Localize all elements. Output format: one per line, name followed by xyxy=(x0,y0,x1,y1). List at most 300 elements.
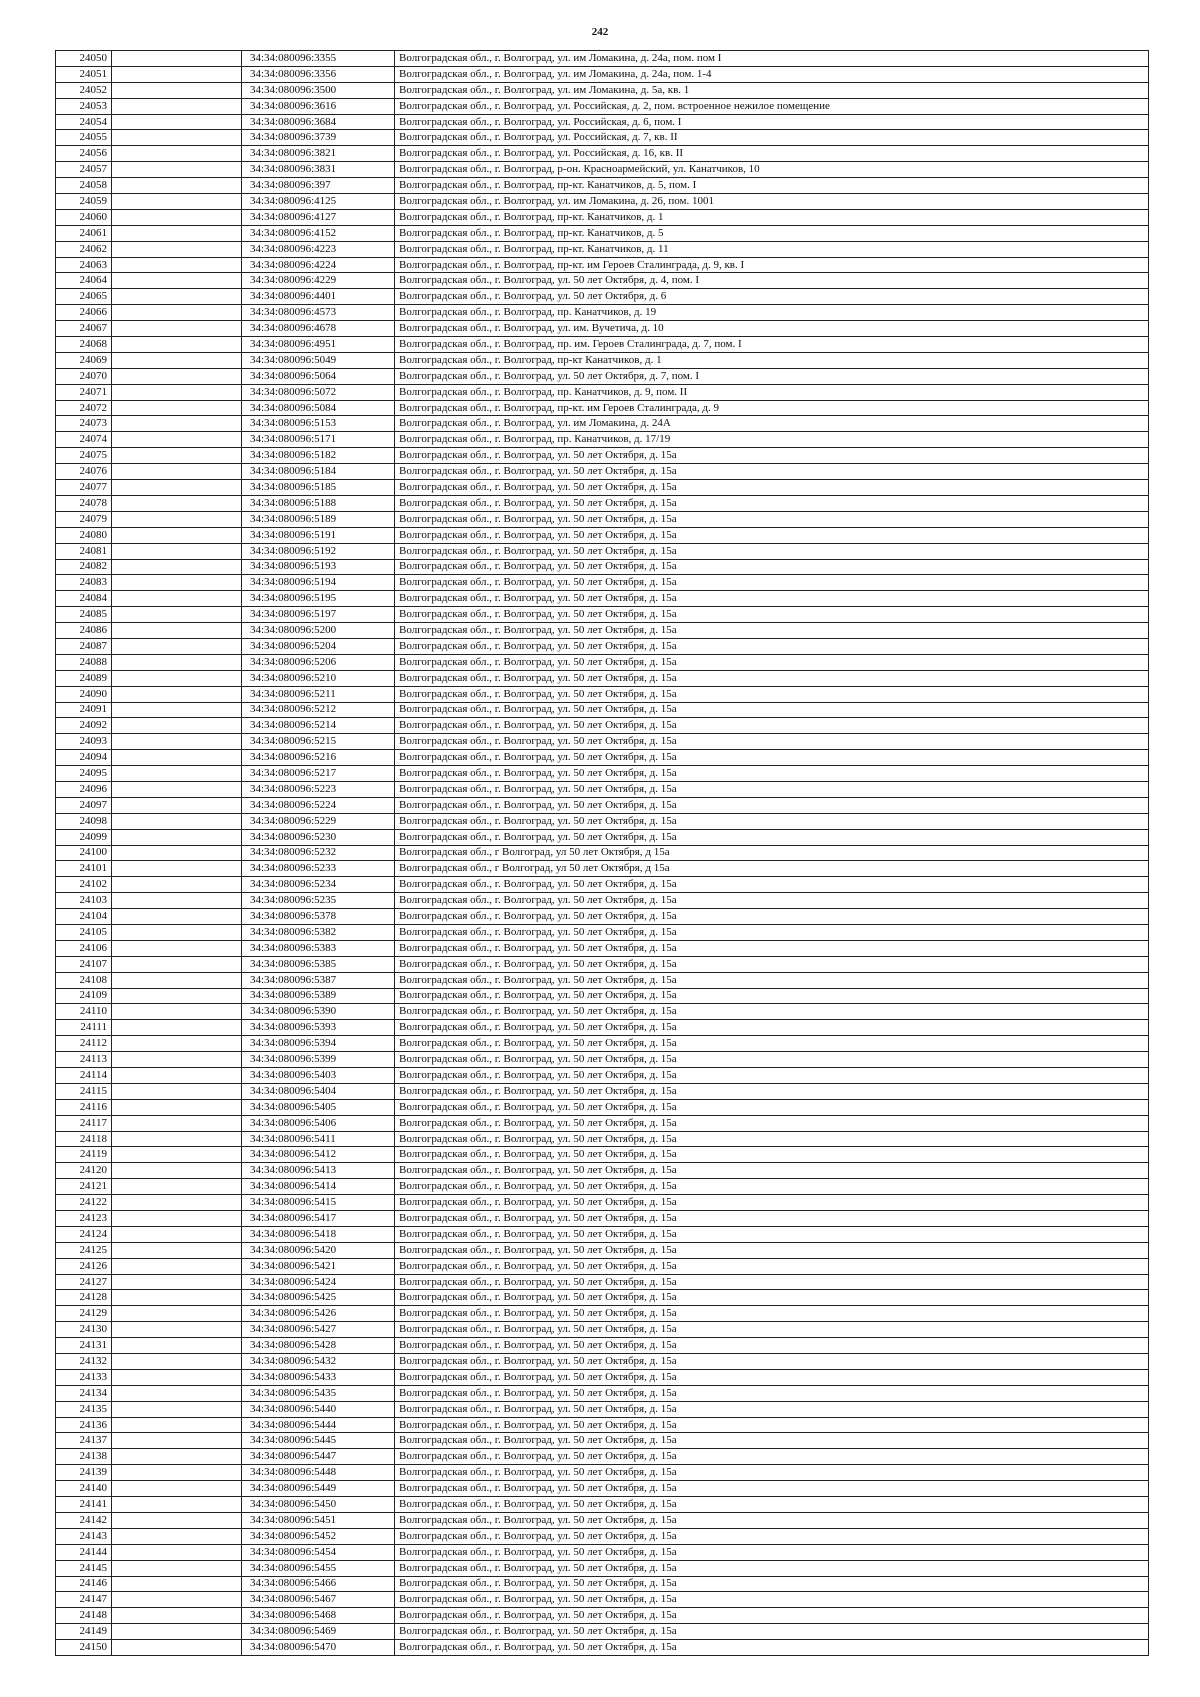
cadastral-number-cell: 34:34:080096:5189 xyxy=(242,511,395,527)
cadastral-number-cell: 34:34:080096:5229 xyxy=(242,813,395,829)
empty-cell xyxy=(112,893,242,909)
table-row xyxy=(56,893,1149,909)
address-cell: Волгоградская обл., г. Волгоград, ул. 50 лет Октября, д. 15а xyxy=(395,511,1149,527)
empty-cell xyxy=(112,607,242,623)
empty-cell xyxy=(112,1258,242,1274)
table-row xyxy=(56,51,1149,67)
cadastral-number-cell: 34:34:080096:5450 xyxy=(242,1497,395,1513)
address-cell: Волгоградская обл., г. Волгоград, ул. 50 лет Октября, д. 15а xyxy=(395,829,1149,845)
address-cell: Волгоградская обл., г. Волгоград, пр-кт. Канатчиков, д. 5 xyxy=(395,225,1149,241)
empty-cell xyxy=(112,225,242,241)
address-cell: Волгоградская обл., г. Волгоград, ул. 50 лет Октября, д. 15а xyxy=(395,1274,1149,1290)
empty-cell xyxy=(112,1592,242,1608)
address-cell: Волгоградская обл., г. Волгоград, ул. 50 лет Октября, д. 15а xyxy=(395,543,1149,559)
address-cell: Волгоградская обл., г. Волгоград, ул. 50 лет Октября, д. 15а xyxy=(395,909,1149,925)
row-number-cell: 24127 xyxy=(56,1274,112,1290)
table-row xyxy=(56,781,1149,797)
empty-cell xyxy=(112,66,242,82)
address-cell: Волгоградская обл., г. Волгоград, ул. 50 лет Октября, д. 15а xyxy=(395,670,1149,686)
address-cell: Волгоградская обл., г. Волгоград, ул. 50 лет Октября, д. 15а xyxy=(395,654,1149,670)
table-row xyxy=(56,1608,1149,1624)
row-number-cell: 24072 xyxy=(56,400,112,416)
table-row xyxy=(56,1417,1149,1433)
row-number-cell: 24139 xyxy=(56,1465,112,1481)
table-row xyxy=(56,797,1149,813)
table-row xyxy=(56,766,1149,782)
row-number-cell: 24069 xyxy=(56,352,112,368)
address-cell: Волгоградская обл., г. Волгоград, ул. 50 лет Октября, д. 15а xyxy=(395,797,1149,813)
row-number-cell: 24128 xyxy=(56,1290,112,1306)
row-number-cell: 24092 xyxy=(56,718,112,734)
cadastral-number-cell: 34:34:080096:5414 xyxy=(242,1179,395,1195)
address-cell: Волгоградская обл., г. Волгоград, ул. 50 лет Октября, д. 15а xyxy=(395,1242,1149,1258)
row-number-cell: 24051 xyxy=(56,66,112,82)
table-row xyxy=(56,241,1149,257)
table-row xyxy=(56,1512,1149,1528)
row-number-cell: 24055 xyxy=(56,130,112,146)
cadastral-number-cell: 34:34:080096:5193 xyxy=(242,559,395,575)
empty-cell xyxy=(112,1290,242,1306)
cadastral-number-cell: 34:34:080096:4224 xyxy=(242,257,395,273)
empty-cell xyxy=(112,623,242,639)
empty-cell xyxy=(112,1481,242,1497)
row-number-cell: 24071 xyxy=(56,384,112,400)
cadastral-number-cell: 34:34:080096:3356 xyxy=(242,66,395,82)
cadastral-number-cell: 34:34:080096:5204 xyxy=(242,638,395,654)
empty-cell xyxy=(112,1052,242,1068)
empty-cell xyxy=(112,845,242,861)
row-number-cell: 24116 xyxy=(56,1099,112,1115)
row-number-cell: 24050 xyxy=(56,51,112,67)
empty-cell xyxy=(112,766,242,782)
table-row xyxy=(56,591,1149,607)
empty-cell xyxy=(112,718,242,734)
address-cell: Волгоградская обл., г. Волгоград, ул. Российская, д. 7, кв. II xyxy=(395,130,1149,146)
table-row xyxy=(56,924,1149,940)
row-number-cell: 24098 xyxy=(56,813,112,829)
empty-cell xyxy=(112,734,242,750)
address-cell: Волгоградская обл., г. Волгоград, ул. 50 лет Октября, д. 4, пом. I xyxy=(395,273,1149,289)
registry-table-body xyxy=(56,51,1149,1656)
table-row xyxy=(56,480,1149,496)
row-number-cell: 24070 xyxy=(56,368,112,384)
cadastral-number-cell: 34:34:080096:5224 xyxy=(242,797,395,813)
table-row xyxy=(56,1083,1149,1099)
row-number-cell: 24136 xyxy=(56,1417,112,1433)
empty-cell xyxy=(112,400,242,416)
table-row xyxy=(56,1226,1149,1242)
row-number-cell: 24096 xyxy=(56,781,112,797)
empty-cell xyxy=(112,1036,242,1052)
address-cell: Волгоградская обл., г. Волгоград, ул. 50 лет Октября, д. 15а xyxy=(395,924,1149,940)
table-row xyxy=(56,1401,1149,1417)
address-cell: Волгоградская обл., г. Волгоград, ул. 50 лет Октября, д. 15а xyxy=(395,877,1149,893)
address-cell: Волгоградская обл., г. Волгоград, пр-кт. Канатчиков, д. 1 xyxy=(395,209,1149,225)
row-number-cell: 24100 xyxy=(56,845,112,861)
address-cell: Волгоградская обл., г. Волгоград, пр-кт Канатчиков, д. 1 xyxy=(395,352,1149,368)
table-row xyxy=(56,194,1149,210)
table-row xyxy=(56,1640,1149,1656)
address-cell: Волгоградская обл., г. Волгоград, ул. им Ломакина, д. 5а, кв. 1 xyxy=(395,82,1149,98)
table-row xyxy=(56,162,1149,178)
address-cell: Волгоградская обл., г. Волгоград, ул. 50 лет Октября, д. 15а xyxy=(395,1179,1149,1195)
cadastral-number-cell: 34:34:080096:4125 xyxy=(242,194,395,210)
table-row xyxy=(56,98,1149,114)
empty-cell xyxy=(112,368,242,384)
address-cell: Волгоградская обл., г. Волгоград, ул. 50 лет Октября, д. 15а xyxy=(395,1576,1149,1592)
cadastral-number-cell: 34:34:080096:5188 xyxy=(242,495,395,511)
row-number-cell: 24075 xyxy=(56,448,112,464)
empty-cell xyxy=(112,146,242,162)
cadastral-number-cell: 34:34:080096:5403 xyxy=(242,1068,395,1084)
empty-cell xyxy=(112,305,242,321)
table-row xyxy=(56,1068,1149,1084)
table-row xyxy=(56,861,1149,877)
cadastral-number-cell: 34:34:080096:5233 xyxy=(242,861,395,877)
cadastral-number-cell: 34:34:080096:5387 xyxy=(242,972,395,988)
empty-cell xyxy=(112,702,242,718)
address-cell: Волгоградская обл., г. Волгоград, ул. 50 лет Октября, д. 15а xyxy=(395,1624,1149,1640)
address-cell: Волгоградская обл., г. Волгоград, ул. 50 лет Октября, д. 15а xyxy=(395,972,1149,988)
row-number-cell: 24130 xyxy=(56,1322,112,1338)
cadastral-number-cell: 34:34:080096:5451 xyxy=(242,1512,395,1528)
row-number-cell: 24121 xyxy=(56,1179,112,1195)
empty-cell xyxy=(112,575,242,591)
empty-cell xyxy=(112,829,242,845)
row-number-cell: 24081 xyxy=(56,543,112,559)
address-cell: Волгоградская обл., г. Волгоград, ул. 50 лет Октября, д. 6 xyxy=(395,289,1149,305)
row-number-cell: 24143 xyxy=(56,1528,112,1544)
table-row xyxy=(56,1099,1149,1115)
cadastral-number-cell: 34:34:080096:5230 xyxy=(242,829,395,845)
row-number-cell: 24131 xyxy=(56,1338,112,1354)
address-cell: Волгоградская обл., г. Волгоград, ул. 50 лет Октября, д. 15а xyxy=(395,766,1149,782)
empty-cell xyxy=(112,1115,242,1131)
empty-cell xyxy=(112,194,242,210)
table-row xyxy=(56,940,1149,956)
empty-cell xyxy=(112,289,242,305)
empty-cell xyxy=(112,416,242,432)
row-number-cell: 24073 xyxy=(56,416,112,432)
table-row xyxy=(56,1481,1149,1497)
address-cell: Волгоградская обл., г. Волгоград, ул. 50 лет Октября, д. 15а xyxy=(395,1322,1149,1338)
address-cell: Волгоградская обл., г. Волгоград, ул. 50 лет Октября, д. 15а xyxy=(395,1449,1149,1465)
table-row xyxy=(56,1020,1149,1036)
row-number-cell: 24150 xyxy=(56,1640,112,1656)
row-number-cell: 24129 xyxy=(56,1306,112,1322)
cadastral-number-cell: 34:34:080096:5184 xyxy=(242,464,395,480)
empty-cell xyxy=(112,1369,242,1385)
empty-cell xyxy=(112,162,242,178)
empty-cell xyxy=(112,1608,242,1624)
table-row xyxy=(56,368,1149,384)
table-row xyxy=(56,527,1149,543)
address-cell: Волгоградская обл., г. Волгоград, ул. 50 лет Октября, д. 15а xyxy=(395,448,1149,464)
address-cell: Волгоградская обл., г. Волгоград, ул. 50 лет Октября, д. 15а xyxy=(395,1036,1149,1052)
table-row xyxy=(56,877,1149,893)
table-row xyxy=(56,972,1149,988)
cadastral-number-cell: 34:34:080096:5383 xyxy=(242,940,395,956)
table-row xyxy=(56,575,1149,591)
table-row xyxy=(56,1528,1149,1544)
address-cell: Волгоградская обл., г. Волгоград, ул. 50 лет Октября, д. 15а xyxy=(395,1465,1149,1481)
cadastral-number-cell: 34:34:080096:3684 xyxy=(242,114,395,130)
row-number-cell: 24140 xyxy=(56,1481,112,1497)
empty-cell xyxy=(112,1099,242,1115)
empty-cell xyxy=(112,1083,242,1099)
address-cell: Волгоградская обл., г. Волгоград, ул. Российская, д. 2, пом. встроенное нежилое помещение xyxy=(395,98,1149,114)
address-cell: Волгоградская обл., г. Волгоград, ул. 50 лет Октября, д. 15а xyxy=(395,559,1149,575)
cadastral-number-cell: 34:34:080096:3616 xyxy=(242,98,395,114)
address-cell: Волгоградская обл., г. Волгоград, ул. 50 лет Октября, д. 15а xyxy=(395,591,1149,607)
table-row xyxy=(56,1195,1149,1211)
empty-cell xyxy=(112,1226,242,1242)
row-number-cell: 24078 xyxy=(56,495,112,511)
cadastral-number-cell: 34:34:080096:5467 xyxy=(242,1592,395,1608)
table-row xyxy=(56,1274,1149,1290)
row-number-cell: 24056 xyxy=(56,146,112,162)
address-cell: Волгоградская обл., г. Волгоград, ул. 50 лет Октября, д. 15а xyxy=(395,575,1149,591)
row-number-cell: 24093 xyxy=(56,734,112,750)
cadastral-number-cell: 34:34:080096:5192 xyxy=(242,543,395,559)
cadastral-number-cell: 34:34:080096:5469 xyxy=(242,1624,395,1640)
row-number-cell: 24064 xyxy=(56,273,112,289)
cadastral-number-cell: 34:34:080096:5411 xyxy=(242,1131,395,1147)
table-row xyxy=(56,1369,1149,1385)
cadastral-number-cell: 34:34:080096:5206 xyxy=(242,654,395,670)
empty-cell xyxy=(112,781,242,797)
empty-cell xyxy=(112,750,242,766)
empty-cell xyxy=(112,591,242,607)
cadastral-number-cell: 34:34:080096:5378 xyxy=(242,909,395,925)
empty-cell xyxy=(112,527,242,543)
row-number-cell: 24126 xyxy=(56,1258,112,1274)
table-row xyxy=(56,352,1149,368)
row-number-cell: 24060 xyxy=(56,209,112,225)
address-cell: Волгоградская обл., г. Волгоград, ул. 50 лет Октября, д. 15а xyxy=(395,1338,1149,1354)
row-number-cell: 24133 xyxy=(56,1369,112,1385)
table-row xyxy=(56,638,1149,654)
cadastral-number-cell: 34:34:080096:5432 xyxy=(242,1354,395,1370)
cadastral-number-cell: 34:34:080096:5200 xyxy=(242,623,395,639)
empty-cell xyxy=(112,797,242,813)
cadastral-number-cell: 34:34:080096:5444 xyxy=(242,1417,395,1433)
row-number-cell: 24108 xyxy=(56,972,112,988)
row-number-cell: 24094 xyxy=(56,750,112,766)
empty-cell xyxy=(112,940,242,956)
table-row xyxy=(56,1338,1149,1354)
row-number-cell: 24087 xyxy=(56,638,112,654)
cadastral-number-cell: 34:34:080096:5440 xyxy=(242,1401,395,1417)
table-row xyxy=(56,448,1149,464)
row-number-cell: 24089 xyxy=(56,670,112,686)
address-cell: Волгоградская обл., г. Волгоград, пр. Канатчиков, д. 19 xyxy=(395,305,1149,321)
table-row xyxy=(56,464,1149,480)
address-cell: Волгоградская обл., г. Волгоград, ул. 50 лет Октября, д. 15а xyxy=(395,1369,1149,1385)
address-cell: Волгоградская обл., г. Волгоград, ул. 50 лет Октября, д. 15а xyxy=(395,686,1149,702)
address-cell: Волгоградская обл., г. Волгоград, ул. им Ломакина, д. 24а, пом. пом I xyxy=(395,51,1149,67)
address-cell: Волгоградская обл., г. Волгоград, ул. 50 лет Октября, д. 15а xyxy=(395,1020,1149,1036)
row-number-cell: 24088 xyxy=(56,654,112,670)
row-number-cell: 24074 xyxy=(56,432,112,448)
empty-cell xyxy=(112,130,242,146)
empty-cell xyxy=(112,924,242,940)
address-cell: Волгоградская обл., г Волгоград, ул 50 лет Октября, д 15а xyxy=(395,845,1149,861)
table-row xyxy=(56,1449,1149,1465)
row-number-cell: 24102 xyxy=(56,877,112,893)
cadastral-number-cell: 34:34:080096:5455 xyxy=(242,1560,395,1576)
address-cell: Волгоградская обл., г. Волгоград, ул. 50 лет Октября, д. 15а xyxy=(395,1004,1149,1020)
address-cell: Волгоградская обл., г. Волгоград, ул. 50 лет Октября, д. 15а xyxy=(395,813,1149,829)
table-row xyxy=(56,1624,1149,1640)
cadastral-number-cell: 34:34:080096:3821 xyxy=(242,146,395,162)
row-number-cell: 24106 xyxy=(56,940,112,956)
cadastral-number-cell: 34:34:080096:5424 xyxy=(242,1274,395,1290)
table-row xyxy=(56,909,1149,925)
empty-cell xyxy=(112,972,242,988)
table-row xyxy=(56,1497,1149,1513)
row-number-cell: 24114 xyxy=(56,1068,112,1084)
address-cell: Волгоградская обл., г. Волгоград, ул. 50 лет Октября, д. 15а xyxy=(395,1640,1149,1656)
row-number-cell: 24068 xyxy=(56,337,112,353)
cadastral-number-cell: 34:34:080096:4223 xyxy=(242,241,395,257)
row-number-cell: 24079 xyxy=(56,511,112,527)
address-cell: Волгоградская обл., г. Волгоград, ул. 50 лет Октября, д. 15а xyxy=(395,480,1149,496)
row-number-cell: 24091 xyxy=(56,702,112,718)
cadastral-number-cell: 34:34:080096:5171 xyxy=(242,432,395,448)
empty-cell xyxy=(112,1544,242,1560)
row-number-cell: 24132 xyxy=(56,1354,112,1370)
cadastral-number-cell: 34:34:080096:4951 xyxy=(242,337,395,353)
row-number-cell: 24110 xyxy=(56,1004,112,1020)
row-number-cell: 24076 xyxy=(56,464,112,480)
row-number-cell: 24105 xyxy=(56,924,112,940)
cadastral-number-cell: 34:34:080096:5234 xyxy=(242,877,395,893)
address-cell: Волгоградская обл., г. Волгоград, ул. 50 лет Октября, д. 15а xyxy=(395,1608,1149,1624)
row-number-cell: 24065 xyxy=(56,289,112,305)
cadastral-number-cell: 34:34:080096:5428 xyxy=(242,1338,395,1354)
empty-cell xyxy=(112,909,242,925)
table-row xyxy=(56,1433,1149,1449)
cadastral-number-cell: 34:34:080096:5417 xyxy=(242,1211,395,1227)
row-number-cell: 24135 xyxy=(56,1401,112,1417)
cadastral-number-cell: 34:34:080096:397 xyxy=(242,178,395,194)
table-row xyxy=(56,607,1149,623)
address-cell: Волгоградская обл., г. Волгоград, ул. 50 лет Октября, д. 15а xyxy=(395,1481,1149,1497)
empty-cell xyxy=(112,1179,242,1195)
table-row xyxy=(56,559,1149,575)
cadastral-number-cell: 34:34:080096:5406 xyxy=(242,1115,395,1131)
row-number-cell: 24077 xyxy=(56,480,112,496)
empty-cell xyxy=(112,1401,242,1417)
cadastral-number-cell: 34:34:080096:5217 xyxy=(242,766,395,782)
table-row xyxy=(56,337,1149,353)
empty-cell xyxy=(112,1576,242,1592)
address-cell: Волгоградская обл., г. Волгоград, ул. Российская, д. 16, кв. II xyxy=(395,146,1149,162)
table-row xyxy=(56,845,1149,861)
row-number-cell: 24120 xyxy=(56,1163,112,1179)
address-cell: Волгоградская обл., г. Волгоград, ул. 50 лет Октября, д. 15а xyxy=(395,1115,1149,1131)
address-cell: Волгоградская обл., г. Волгоград, ул. 50 лет Октября, д. 15а xyxy=(395,1544,1149,1560)
table-row xyxy=(56,400,1149,416)
table-row xyxy=(56,146,1149,162)
cadastral-number-cell: 34:34:080096:5390 xyxy=(242,1004,395,1020)
address-cell: Волгоградская обл., г. Волгоград, ул. им Ломакина, д. 24а, пом. 1-4 xyxy=(395,66,1149,82)
address-cell: Волгоградская обл., г. Волгоград, ул. 50 лет Октября, д. 15а xyxy=(395,988,1149,1004)
cadastral-number-cell: 34:34:080096:4401 xyxy=(242,289,395,305)
table-row xyxy=(56,495,1149,511)
registry-table xyxy=(55,50,1149,1656)
cadastral-number-cell: 34:34:080096:5197 xyxy=(242,607,395,623)
cadastral-number-cell: 34:34:080096:3739 xyxy=(242,130,395,146)
row-number-cell: 24061 xyxy=(56,225,112,241)
row-number-cell: 24054 xyxy=(56,114,112,130)
cadastral-number-cell: 34:34:080096:5072 xyxy=(242,384,395,400)
row-number-cell: 24109 xyxy=(56,988,112,1004)
table-row xyxy=(56,305,1149,321)
table-row xyxy=(56,988,1149,1004)
cadastral-number-cell: 34:34:080096:5470 xyxy=(242,1640,395,1656)
address-cell: Волгоградская обл., г. Волгоград, ул. 50 лет Октября, д. 15а xyxy=(395,1147,1149,1163)
table-row xyxy=(56,813,1149,829)
table-row xyxy=(56,1036,1149,1052)
row-number-cell: 24134 xyxy=(56,1385,112,1401)
address-cell: Волгоградская обл., г. Волгоград, пр. Канатчиков, д. 17/19 xyxy=(395,432,1149,448)
empty-cell xyxy=(112,956,242,972)
cadastral-number-cell: 34:34:080096:5405 xyxy=(242,1099,395,1115)
empty-cell xyxy=(112,178,242,194)
empty-cell xyxy=(112,511,242,527)
row-number-cell: 24107 xyxy=(56,956,112,972)
empty-cell xyxy=(112,464,242,480)
table-row xyxy=(56,1560,1149,1576)
empty-cell xyxy=(112,1354,242,1370)
address-cell: Волгоградская обл., г. Волгоград, ул. 50 лет Октября, д. 15а xyxy=(395,1052,1149,1068)
cadastral-number-cell: 34:34:080096:3500 xyxy=(242,82,395,98)
cadastral-number-cell: 34:34:080096:5452 xyxy=(242,1528,395,1544)
cadastral-number-cell: 34:34:080096:5404 xyxy=(242,1083,395,1099)
empty-cell xyxy=(112,1624,242,1640)
empty-cell xyxy=(112,241,242,257)
address-cell: Волгоградская обл., г. Волгоград, пр-кт. Канатчиков, д. 5, пом. I xyxy=(395,178,1149,194)
table-row xyxy=(56,623,1149,639)
row-number-cell: 24119 xyxy=(56,1147,112,1163)
cadastral-number-cell: 34:34:080096:4127 xyxy=(242,209,395,225)
row-number-cell: 24058 xyxy=(56,178,112,194)
cadastral-number-cell: 34:34:080096:5215 xyxy=(242,734,395,750)
table-row xyxy=(56,1576,1149,1592)
empty-cell xyxy=(112,1163,242,1179)
address-cell: Волгоградская обл., г. Волгоград, ул. 50 лет Октября, д. 15а xyxy=(395,1099,1149,1115)
empty-cell xyxy=(112,861,242,877)
address-cell: Волгоградская обл., г. Волгоград, ул. 50 лет Октября, д. 15а xyxy=(395,1226,1149,1242)
address-cell: Волгоградская обл., г. Волгоград, ул. 50 лет Октября, д. 15а xyxy=(395,1512,1149,1528)
row-number-cell: 24145 xyxy=(56,1560,112,1576)
empty-cell xyxy=(112,1131,242,1147)
table-row xyxy=(56,718,1149,734)
address-cell: Волгоградская обл., г. Волгоград, ул. 50 лет Октября, д. 15а xyxy=(395,1195,1149,1211)
cadastral-number-cell: 34:34:080096:5191 xyxy=(242,527,395,543)
empty-cell xyxy=(112,1004,242,1020)
table-row xyxy=(56,1147,1149,1163)
empty-cell xyxy=(112,1497,242,1513)
table-row xyxy=(56,1544,1149,1560)
table-row xyxy=(56,384,1149,400)
row-number-cell: 24141 xyxy=(56,1497,112,1513)
table-row xyxy=(56,82,1149,98)
table-row xyxy=(56,289,1149,305)
empty-cell xyxy=(112,1195,242,1211)
